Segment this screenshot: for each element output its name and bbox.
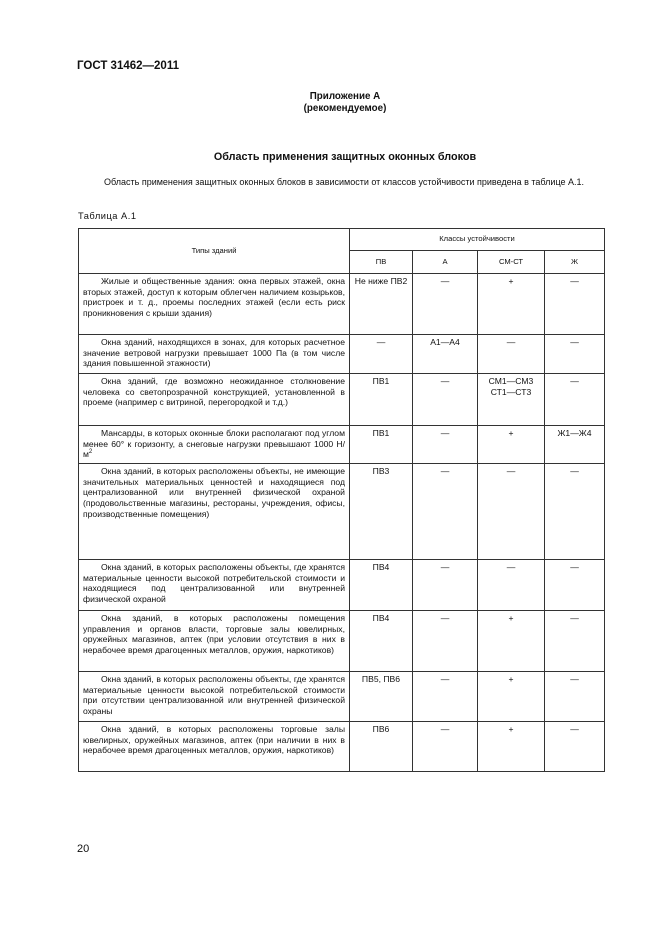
class-sm-st-cell: — — [478, 335, 545, 374]
building-type-text-main: Мансарды, в которых оконные блоки располагают под углом менее 60° к горизонту, а снеговые нагрузки превышают 1000 Н/м — [83, 428, 345, 460]
class-a-cell: — — [413, 274, 478, 335]
building-type-text: Окна зданий, где возможно неожиданное столкновение человека со светопрозрачной конструкцией, установленной в проеме (например с витриной, перегородкой и т.д.) — [83, 376, 345, 408]
table-row — [79, 611, 605, 672]
class-zh-cell: — — [545, 672, 605, 722]
building-type-cell — [79, 611, 350, 672]
building-type-cell — [79, 374, 350, 426]
table-row — [79, 426, 605, 464]
class-zh-cell: — — [545, 374, 605, 426]
class-pv-cell: ПВ6 — [350, 722, 413, 772]
document-header-standard: ГОСТ 31462—2011 — [77, 60, 179, 72]
section-title: Область применения защитных оконных блоков — [213, 151, 477, 163]
class-zh-cell: — — [545, 611, 605, 672]
class-zh-cell: — — [545, 274, 605, 335]
building-type-cell — [79, 722, 350, 772]
class-pv-cell: ПВ1 — [350, 426, 413, 464]
class-a-cell: А1—А4 — [413, 335, 478, 374]
table-row — [79, 374, 605, 426]
class-zh-cell: — — [545, 560, 605, 611]
table-row — [79, 722, 605, 772]
class-pv-cell: Не ниже ПВ2 — [350, 274, 413, 335]
building-type-text — [83, 428, 345, 460]
column-header-zh: Ж — [545, 250, 605, 273]
table-row — [79, 672, 605, 722]
column-header-pv: ПВ — [350, 250, 413, 273]
building-type-text: Окна зданий, в которых расположены торговые залы ювелирных, оружейных магазинов, аптек (при наличии в них в нерабочее время драгоценных металлов, оружия, наркотиков) — [83, 724, 345, 756]
building-type-text: Окна зданий, в которых расположены объекты, где хранятся материальные ценности высокой потребительской стоимости при отсутствии централизованной или внутренней физической охраны — [83, 674, 345, 717]
building-type-text: Окна зданий, в которых расположены объекты, не имеющие значительных материальных ценностей и находящиеся под централизованной или внутренней физической охраной (продовольственные магазины, рестораны, учреждения, офисы, производственные помещения) — [83, 466, 345, 519]
annex-title: Приложение А — [309, 91, 381, 102]
column-header-building-types: Типы зданий — [79, 229, 350, 274]
class-sm-st-cell: + — [478, 611, 545, 672]
annex-heading — [230, 91, 460, 115]
class-pv-cell: ПВ5, ПВ6 — [350, 672, 413, 722]
class-a-cell: — — [413, 560, 478, 611]
table-row — [79, 560, 605, 611]
building-type-cell — [79, 335, 350, 374]
class-sm-value: СМ1—СМ3 — [488, 376, 534, 386]
building-type-cell — [79, 672, 350, 722]
class-a-cell: — — [413, 672, 478, 722]
building-type-text: Окна зданий, в которых расположены помещения управления и органов власти, торговые залы ювелирных, оружейных магазинов, аптек (при условии отсутствия в них в нерабочее время драгоценных металлов, оружия, наркотиков) — [83, 613, 345, 656]
class-st-value: СТ1—СТ3 — [490, 386, 532, 397]
resistance-classes-table — [78, 228, 605, 772]
class-a-cell: — — [413, 722, 478, 772]
class-sm-st-cell: + — [478, 672, 545, 722]
table-row — [79, 464, 605, 560]
class-a-cell: — — [413, 611, 478, 672]
building-type-text: Окна зданий, находящихся в зонах, для которых расчетное значение ветровой нагрузки превышает 1000 Па (в том числе здания повышенной этажности) — [83, 337, 345, 369]
class-sm-st-cell: — — [478, 464, 545, 560]
class-sm-st-cell: + — [478, 426, 545, 464]
building-type-cell — [79, 426, 350, 464]
class-sm-st-cell: + — [478, 274, 545, 335]
class-sm-st-cell — [478, 374, 545, 426]
building-type-cell — [79, 274, 350, 335]
class-pv-cell: ПВ1 — [350, 374, 413, 426]
class-a-cell: — — [413, 426, 478, 464]
class-zh-cell: — — [545, 722, 605, 772]
class-pv-cell: ПВ4 — [350, 611, 413, 672]
page-number: 20 — [77, 843, 90, 855]
class-a-cell: — — [413, 374, 478, 426]
class-pv-cell: ПВ4 — [350, 560, 413, 611]
class-sm-st-cell: + — [478, 722, 545, 772]
annex-subtitle: (рекомендуемое) — [303, 103, 387, 114]
table-row — [79, 274, 605, 335]
class-pv-cell: ПВ3 — [350, 464, 413, 560]
building-type-cell — [79, 560, 350, 611]
column-header-a: А — [413, 250, 478, 273]
class-pv-cell: — — [350, 335, 413, 374]
building-type-cell — [79, 464, 350, 560]
class-zh-cell: Ж1—Ж4 — [545, 426, 605, 464]
class-a-cell: — — [413, 464, 478, 560]
table-caption: Таблица А.1 — [78, 211, 137, 221]
intro-paragraph: Область применения защитных оконных блоков в зависимости от классов устойчивости приведена в таблице А.1. — [104, 177, 585, 187]
building-type-text: Жилые и общественные здания: окна первых этажей, окна вторых этажей, доступ к которым облегчен наличием козырьков, пристроек и т. д., проемы последних этажей (если есть риск проникновения с крыши здания) — [83, 276, 345, 319]
class-sm-st-cell: — — [478, 560, 545, 611]
table-row — [79, 335, 605, 374]
column-header-sm-st: СМ-СТ — [478, 250, 545, 273]
class-zh-cell: — — [545, 464, 605, 560]
building-type-text: Окна зданий, в которых расположены объекты, где хранятся материальные ценности высокой потребительской стоимости и находящиеся под централизованной или внутренней физической охраной — [83, 562, 345, 605]
column-header-resistance-classes: Классы устойчивости — [350, 229, 605, 251]
class-zh-cell: — — [545, 335, 605, 374]
unit-superscript: 2 — [88, 449, 93, 456]
